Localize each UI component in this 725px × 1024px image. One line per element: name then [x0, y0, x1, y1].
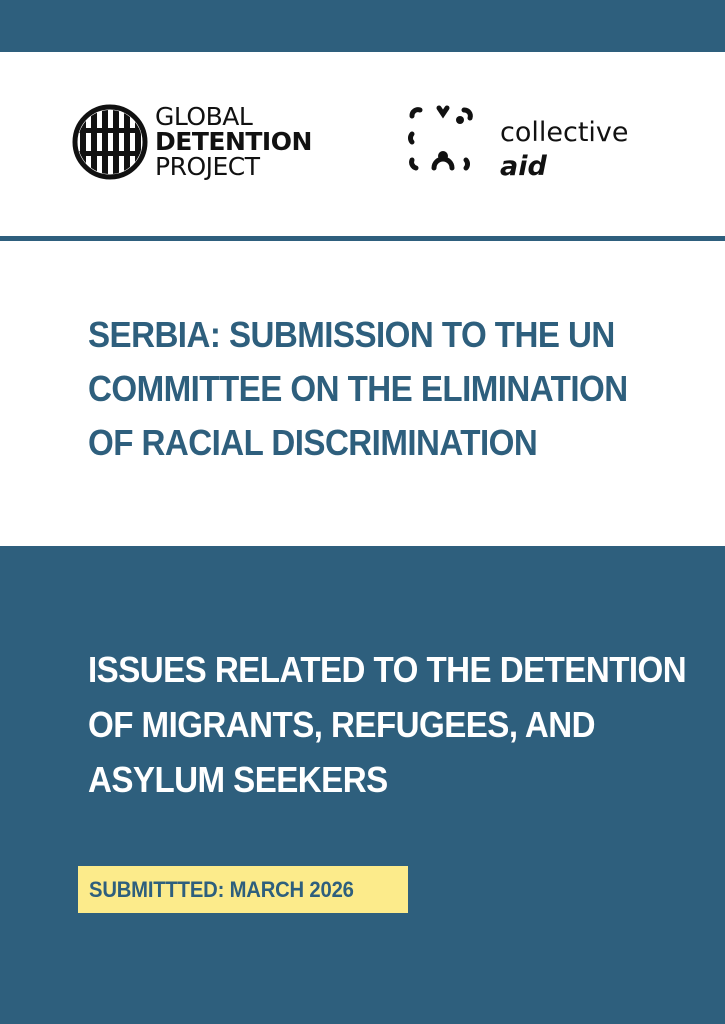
collective-aid-logo — [406, 104, 656, 184]
subtitle-line-2: OF MIGRANTS, REFUGEES, AND — [88, 704, 596, 745]
document-subtitle — [88, 642, 687, 807]
title-line-1: SERBIA: SUBMISSION TO THE UN — [88, 314, 615, 355]
collective-aid-dots-icon — [406, 104, 476, 180]
collective-aid-wordmark — [500, 116, 629, 184]
submitted-date-badge — [78, 866, 408, 913]
top-color-band — [0, 0, 725, 52]
logo-divider-line — [0, 236, 725, 241]
subtitle-line-3: ASYLUM SEEKERS — [88, 759, 388, 800]
gdp-line-3: PROJECT — [155, 152, 260, 181]
gdp-line-2: DETENTION — [155, 127, 312, 156]
aid-word: aid — [500, 151, 547, 182]
title-line-2: COMMITTEE ON THE ELIMINATION — [88, 368, 628, 409]
collective-word: collective — [500, 117, 629, 148]
global-detention-project-logo — [72, 104, 342, 184]
gdp-line-1: GLOBAL — [155, 102, 253, 131]
gdp-grid-globe-icon — [72, 104, 148, 180]
gdp-wordmark — [155, 104, 312, 179]
submitted-date-text: SUBMITTTED: MARCH 2026 — [89, 877, 354, 902]
subtitle-line-1: ISSUES RELATED TO THE DETENTION — [88, 649, 687, 690]
title-line-3: OF RACIAL DISCRIMINATION — [88, 422, 538, 463]
document-title — [88, 308, 640, 470]
